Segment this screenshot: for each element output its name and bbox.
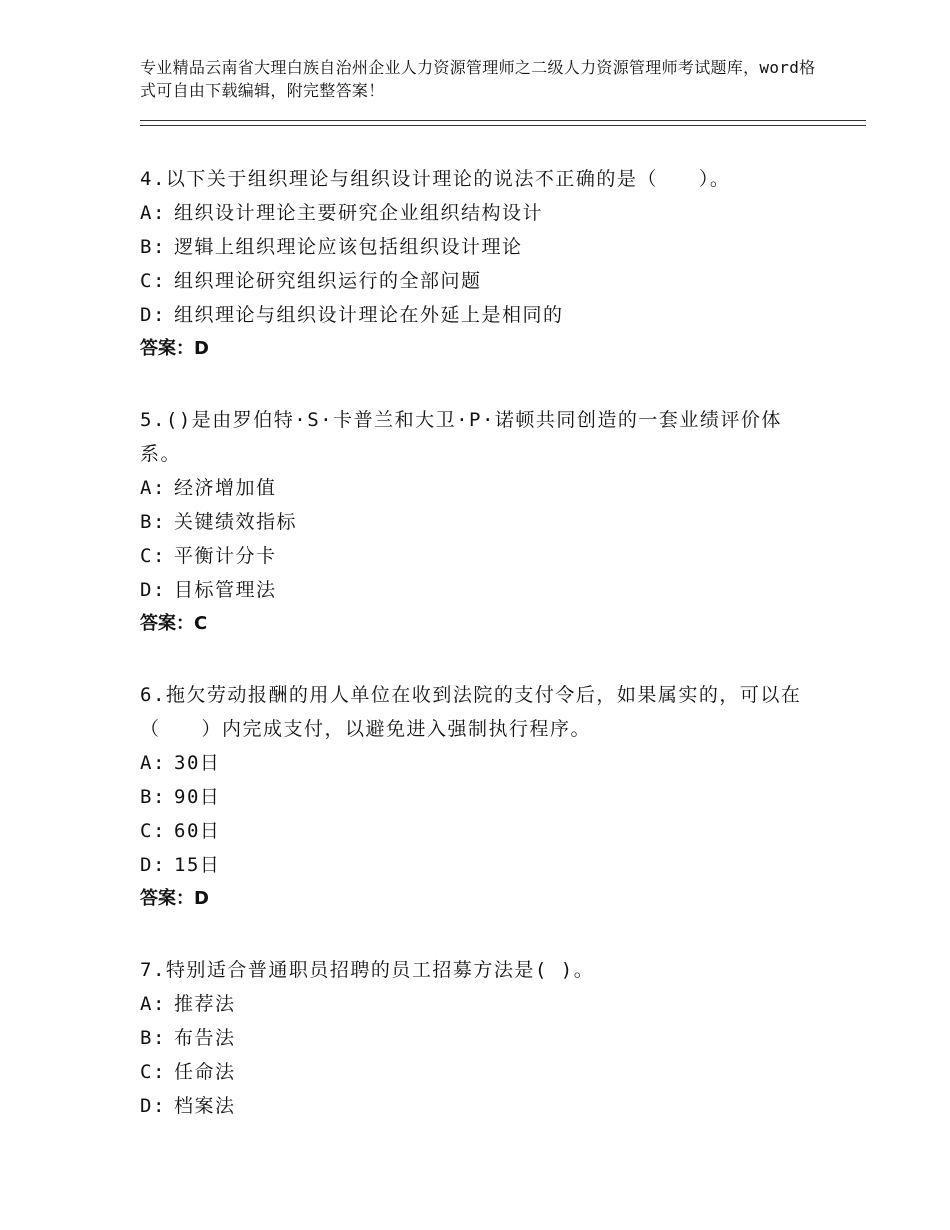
option-key: D: <box>140 854 166 876</box>
option-d <box>140 573 820 607</box>
option-key: C: <box>140 270 166 292</box>
option-d <box>140 1089 820 1123</box>
option-text: 逻辑上组织理论应该包括组织设计理论 <box>174 236 523 258</box>
question-stem: 5.()是由罗伯特·S·卡普兰和大卫·P·诺顿共同创造的一套业绩评价体系。 <box>140 409 782 465</box>
question-stem: 4.以下关于组织理论与组织设计理论的说法不正确的是（ ）。 <box>140 168 731 190</box>
option-text: 60日 <box>174 820 221 842</box>
option-key: D: <box>140 579 166 601</box>
option-text: 布告法 <box>174 1027 236 1049</box>
option-a <box>140 746 820 780</box>
question-item <box>140 953 820 1123</box>
option-key: C: <box>140 1061 166 1083</box>
question-item <box>140 162 820 366</box>
question-stem: 6.拖欠劳动报酬的用人单位在收到法院的支付令后，如果属实的，可以在（ ）内完成支付，以避免进入强制执行程序。 <box>140 684 802 740</box>
option-text: 目标管理法 <box>174 579 277 601</box>
option-key: A: <box>140 477 166 499</box>
option-text: 经济增加值 <box>174 477 277 499</box>
option-text: 30日 <box>174 752 221 774</box>
option-key: D: <box>140 304 166 326</box>
option-a <box>140 471 820 505</box>
option-key: B: <box>140 511 166 533</box>
option-d <box>140 298 820 332</box>
option-text: 推荐法 <box>174 993 236 1015</box>
option-d <box>140 848 820 882</box>
question-stem: 7.特别适合普通职员招聘的员工招募方法是( )。 <box>140 959 595 981</box>
question-item <box>140 403 820 641</box>
option-text: 平衡计分卡 <box>174 545 277 567</box>
option-text: 任命法 <box>174 1061 236 1083</box>
option-key: B: <box>140 786 166 808</box>
option-key: A: <box>140 752 166 774</box>
option-text: 组织理论与组织设计理论在外延上是相同的 <box>174 304 564 326</box>
option-text: 15日 <box>174 854 221 876</box>
option-key: C: <box>140 545 166 567</box>
option-text: 90日 <box>174 786 221 808</box>
option-a <box>140 987 820 1021</box>
option-key: C: <box>140 820 166 842</box>
answer-line: 答案：D <box>140 888 209 909</box>
option-a <box>140 196 820 230</box>
option-key: B: <box>140 236 166 258</box>
answer-line: 答案：D <box>140 338 209 359</box>
option-b <box>140 505 820 539</box>
option-key: D: <box>140 1095 166 1117</box>
option-text: 档案法 <box>174 1095 236 1117</box>
question-list <box>140 162 820 1160</box>
question-item <box>140 678 820 916</box>
option-text: 组织理论研究组织运行的全部问题 <box>174 270 482 292</box>
option-text: 组织设计理论主要研究企业组织结构设计 <box>174 202 544 224</box>
answer-line: 答案：C <box>140 613 208 634</box>
option-c <box>140 1055 820 1089</box>
option-c <box>140 264 820 298</box>
option-b <box>140 780 820 814</box>
option-b <box>140 230 820 264</box>
document-header-title: 专业精品云南省大理白族自治州企业人力资源管理师之二级人力资源管理师考试题库，word格式可自由下载编辑，附完整答案！ <box>140 58 816 100</box>
option-c <box>140 539 820 573</box>
option-key: A: <box>140 202 166 224</box>
option-c <box>140 814 820 848</box>
option-key: A: <box>140 993 166 1015</box>
option-text: 关键绩效指标 <box>174 511 298 533</box>
header-double-rule <box>140 120 866 126</box>
option-key: B: <box>140 1027 166 1049</box>
option-b <box>140 1021 820 1055</box>
